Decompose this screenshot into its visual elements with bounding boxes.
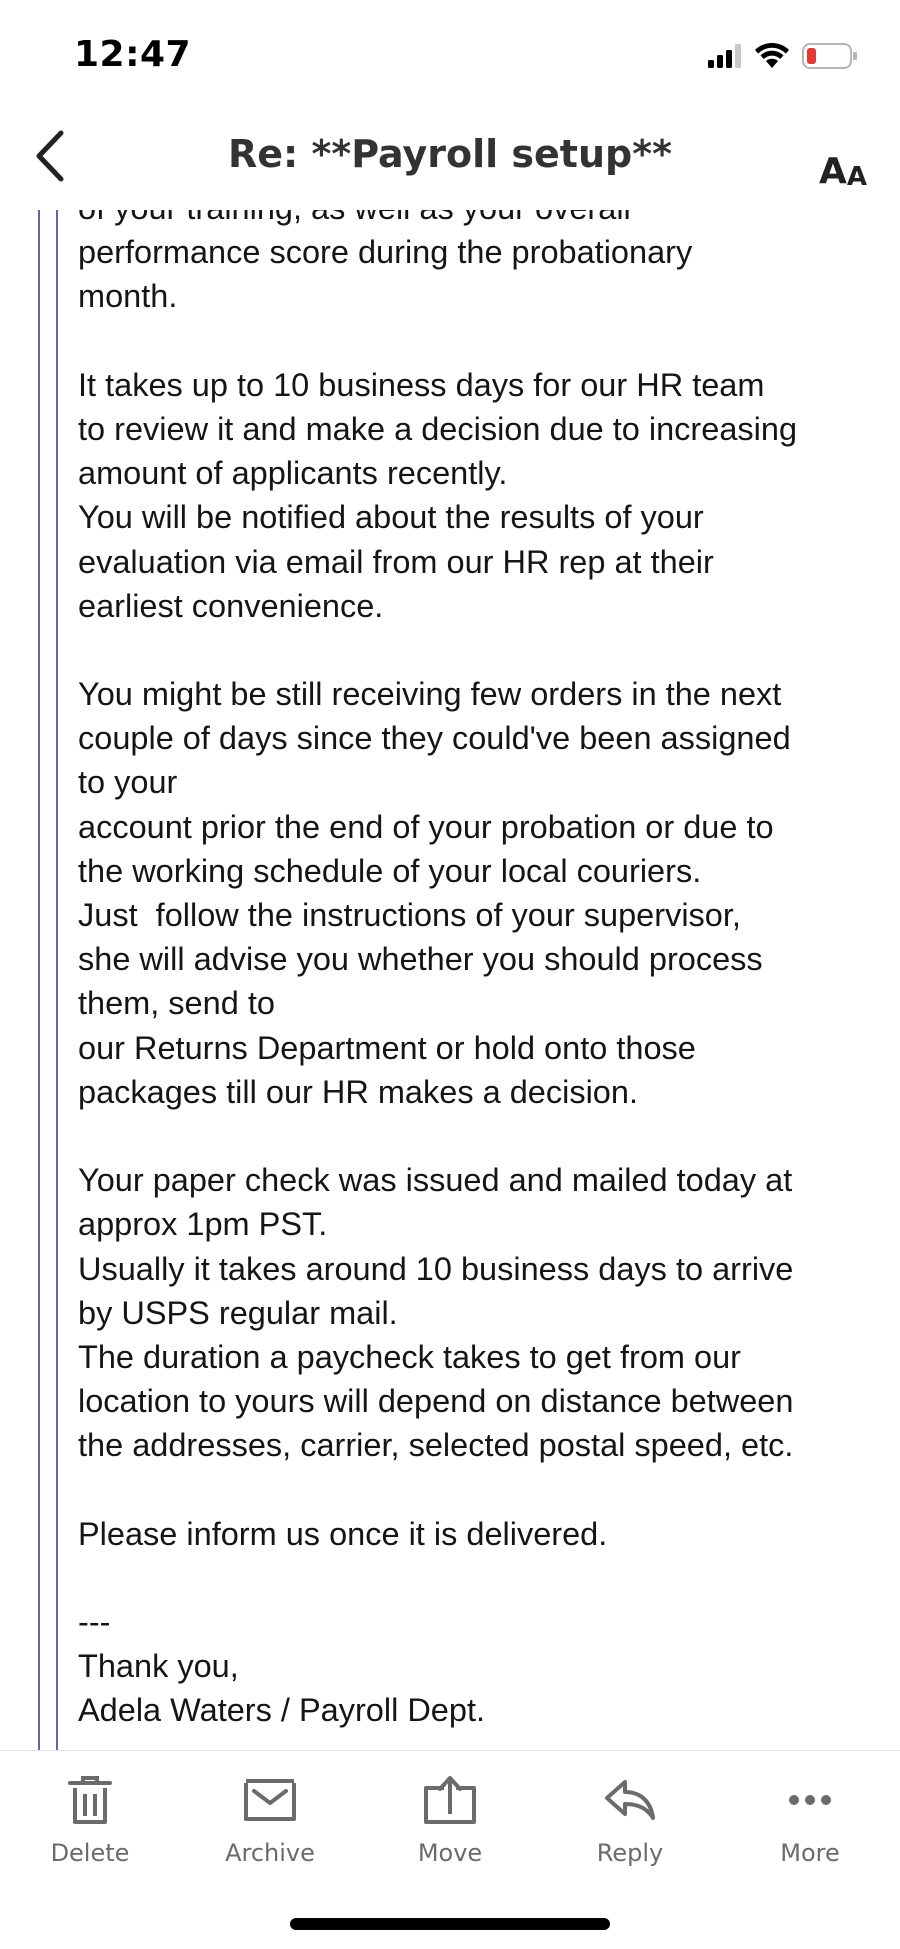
archive-icon	[205, 1769, 335, 1831]
message-blank-line	[78, 1114, 878, 1158]
message-line: she will advise you whether you should process	[78, 941, 763, 978]
message-line: to your	[78, 764, 178, 801]
delete-button[interactable]	[25, 1769, 155, 1879]
message-line: amount of applicants recently.	[78, 455, 508, 492]
message-line: The duration a paycheck takes to get from our	[78, 1338, 741, 1375]
message-line: It takes up to 10 business days for our HR team	[78, 366, 765, 403]
message-line: our Returns Department or hold onto those	[78, 1029, 696, 1066]
message-line: evaluation via email from our HR rep at their	[78, 543, 714, 580]
more-dots-icon	[745, 1769, 875, 1831]
status-icons	[708, 40, 858, 76]
message-line: them, send to	[78, 985, 275, 1022]
more-button[interactable]	[745, 1769, 875, 1879]
archive-button[interactable]	[205, 1769, 335, 1879]
message-line: Adela Waters / Payroll Dept.	[78, 1692, 486, 1729]
move-label: Move	[417, 1839, 483, 1867]
back-button[interactable]	[22, 128, 78, 188]
message-line: performance score during the probationary	[78, 234, 693, 271]
message-body[interactable]	[0, 190, 900, 1750]
nav-header	[0, 110, 900, 210]
message-line: Your paper check was issued and mailed today at	[78, 1162, 793, 1199]
message-line: earliest convenience.	[78, 587, 384, 624]
more-label: More	[780, 1839, 840, 1867]
message-line: You might be still receiving few orders in the next	[78, 676, 782, 713]
text-size-large-glyph: A	[819, 151, 847, 192]
trash-icon	[25, 1769, 155, 1831]
message-line: Please inform us once it is delivered.	[78, 1515, 608, 1552]
status-time: 12:47	[74, 34, 192, 75]
message-line: Just follow the instructions of your supervisor,	[78, 897, 741, 933]
chevron-left-icon	[34, 130, 66, 187]
message-blank-line	[78, 1556, 878, 1600]
message-line: month.	[78, 278, 178, 315]
page-title: Re: **Payroll setup**	[228, 132, 672, 176]
message-line: account prior the end of your probation or due to	[78, 808, 774, 845]
message-line: packages till our HR makes a decision.	[78, 1073, 638, 1110]
text-size-small-glyph: A	[846, 162, 867, 192]
message-line: Thank you,	[78, 1648, 239, 1685]
delete-label: Delete	[50, 1839, 130, 1867]
home-indicator	[290, 1918, 610, 1930]
quote-bar-outer	[38, 210, 40, 1750]
message-blank-line	[78, 319, 878, 363]
message-line: couple of days since they could've been assigned	[78, 720, 791, 757]
text-size-button[interactable]	[808, 130, 878, 190]
message-line: location to yours will depend on distance between	[78, 1383, 794, 1420]
quote-bar-inner	[56, 210, 58, 1750]
message-line: Usually it takes around 10 business days to arrive	[78, 1250, 794, 1287]
move-button[interactable]	[385, 1769, 515, 1879]
message-blank-line	[78, 628, 878, 672]
message-text	[78, 190, 878, 1733]
wifi-icon	[754, 43, 790, 74]
move-folder-icon	[385, 1769, 515, 1831]
message-blank-line	[78, 1467, 878, 1511]
message-line: approx 1pm PST.	[78, 1206, 328, 1243]
message-line: by USPS regular mail.	[78, 1294, 398, 1331]
reply-icon	[565, 1769, 695, 1831]
message-line: the working schedule of your local couriers.	[78, 852, 702, 889]
message-line: ---	[78, 1604, 111, 1640]
message-line: You will be notified about the results of your	[78, 499, 704, 536]
reply-label: Reply	[596, 1839, 664, 1867]
cellular-signal-icon	[708, 44, 742, 73]
archive-label: Archive	[225, 1839, 315, 1867]
status-bar	[0, 0, 900, 110]
reply-button[interactable]	[565, 1769, 695, 1879]
message-line: to review it and make a decision due to increasing	[78, 410, 798, 447]
message-line: the addresses, carrier, selected postal speed, etc.	[78, 1427, 794, 1464]
battery-low-icon	[802, 42, 858, 75]
